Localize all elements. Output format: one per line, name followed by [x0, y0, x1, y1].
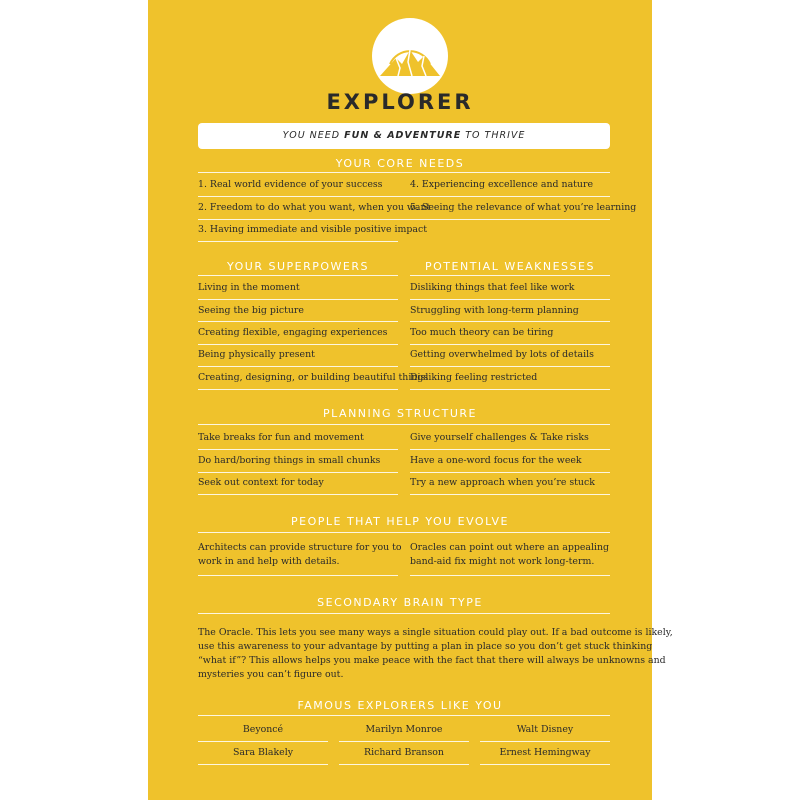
- planning-item: Take breaks for fun and movement: [198, 432, 364, 443]
- famous-name: Marilyn Monroe: [365, 724, 443, 735]
- famous-name: Sara Blakely: [232, 747, 294, 758]
- weakness-item: Disliking feeling restricted: [410, 372, 538, 383]
- weakness-item: Struggling with long-term planning: [410, 305, 579, 316]
- secondary-paragraph-line: use this awareness to your advantage by putting a plan in place so you don’t get stuck thinking: [198, 641, 653, 652]
- secondary-paragraph-line: mysteries you can’t figure out.: [198, 669, 344, 680]
- famous-name: Ernest Hemingway: [499, 747, 591, 758]
- divider: [410, 472, 610, 473]
- weakness-item: Too much theory can be tiring: [410, 327, 554, 338]
- famous-name: Beyoncé: [242, 724, 284, 735]
- famous-name: Walt Disney: [516, 724, 574, 735]
- divider: [480, 764, 610, 765]
- divider: [198, 764, 328, 765]
- divider: [198, 532, 610, 533]
- divider: [410, 275, 610, 276]
- core-needs-heading: YOUR CORE NEEDS: [335, 157, 465, 170]
- divider: [410, 321, 610, 322]
- superpowers-heading: YOUR SUPERPOWERS: [227, 260, 369, 273]
- core-need-item: 4. Experiencing excellence and nature: [410, 179, 594, 190]
- famous-heading: FAMOUS EXPLORERS LIKE YOU: [297, 699, 503, 712]
- divider: [198, 241, 398, 242]
- divider: [198, 472, 398, 473]
- divider: [339, 764, 469, 765]
- divider: [410, 366, 610, 367]
- people-heading: PEOPLE THAT HELP YOU EVOLVE: [291, 515, 509, 528]
- planning-heading: PLANNING STRUCTURE: [323, 407, 477, 420]
- people-text-right: Oracles can point out where an appealing: [410, 542, 610, 553]
- divider: [410, 494, 610, 495]
- divider: [198, 741, 328, 742]
- divider: [198, 344, 398, 345]
- secondary-paragraph-line: The Oracle. This lets you see many ways a single situation could play out. If a bad outcome is likely,: [198, 627, 673, 638]
- tagline-pre: YOU NEED: [282, 130, 345, 141]
- page-title: EXPLORER: [326, 90, 474, 114]
- core-need-item: 5. Seeing the relevance of what you’re learning: [410, 202, 637, 213]
- divider: [198, 494, 398, 495]
- divider: [198, 424, 610, 425]
- superpower-item: Creating flexible, engaging experiences: [198, 327, 388, 338]
- divider: [198, 275, 398, 276]
- divider: [410, 344, 610, 345]
- divider: [198, 219, 610, 220]
- tagline-bold: FUN & ADVENTURE: [344, 130, 462, 141]
- divider: [198, 613, 610, 614]
- divider: [198, 196, 610, 197]
- weakness-item: Disliking things that feel like work: [410, 282, 575, 293]
- divider: [410, 575, 610, 576]
- divider: [198, 389, 398, 390]
- secondary-paragraph-line: “what if”? This allows helps you make peace with the fact that there will always be unknowns and: [198, 655, 666, 666]
- superpower-item: Being physically present: [198, 349, 315, 360]
- people-text-left: work in and help with details.: [198, 556, 340, 567]
- weakness-item: Getting overwhelmed by lots of details: [410, 349, 594, 360]
- superpower-item: Living in the moment: [198, 282, 300, 293]
- divider: [198, 366, 398, 367]
- mountain-logo-icon: [372, 18, 448, 94]
- planning-item: Have a one-word focus for the week: [410, 455, 582, 466]
- people-text-right: band-aid fix might not work long-term.: [410, 556, 595, 567]
- core-need-item: 1. Real world evidence of your success: [198, 179, 383, 190]
- planning-item: Give yourself challenges & Take risks: [410, 432, 589, 443]
- divider: [339, 741, 469, 742]
- divider: [410, 299, 610, 300]
- famous-name: Richard Branson: [364, 747, 444, 758]
- weaknesses-heading: POTENTIAL WEAKNESSES: [425, 260, 595, 273]
- core-need-item: 2. Freedom to do what you want, when you want: [198, 202, 431, 213]
- core-need-item: 3. Having immediate and visible positive impact: [198, 224, 427, 235]
- planning-item: Seek out context for today: [198, 477, 324, 488]
- secondary-heading: SECONDARY BRAIN TYPE: [317, 596, 483, 609]
- divider: [198, 321, 398, 322]
- divider: [480, 741, 610, 742]
- superpower-item: Seeing the big picture: [198, 305, 304, 316]
- divider: [198, 575, 398, 576]
- tagline-banner: [198, 123, 610, 149]
- divider: [410, 389, 610, 390]
- explorer-card: [148, 0, 673, 800]
- divider: [198, 715, 610, 716]
- divider: [410, 449, 610, 450]
- divider: [198, 172, 610, 173]
- tagline-post: TO THRIVE: [461, 130, 526, 141]
- divider: [198, 299, 398, 300]
- people-text-left: Architects can provide structure for you to: [198, 542, 402, 553]
- divider: [198, 449, 398, 450]
- planning-item: Try a new approach when you’re stuck: [410, 477, 595, 488]
- superpower-item: Creating, designing, or building beautiful things: [198, 372, 429, 383]
- planning-item: Do hard/boring things in small chunks: [198, 455, 381, 466]
